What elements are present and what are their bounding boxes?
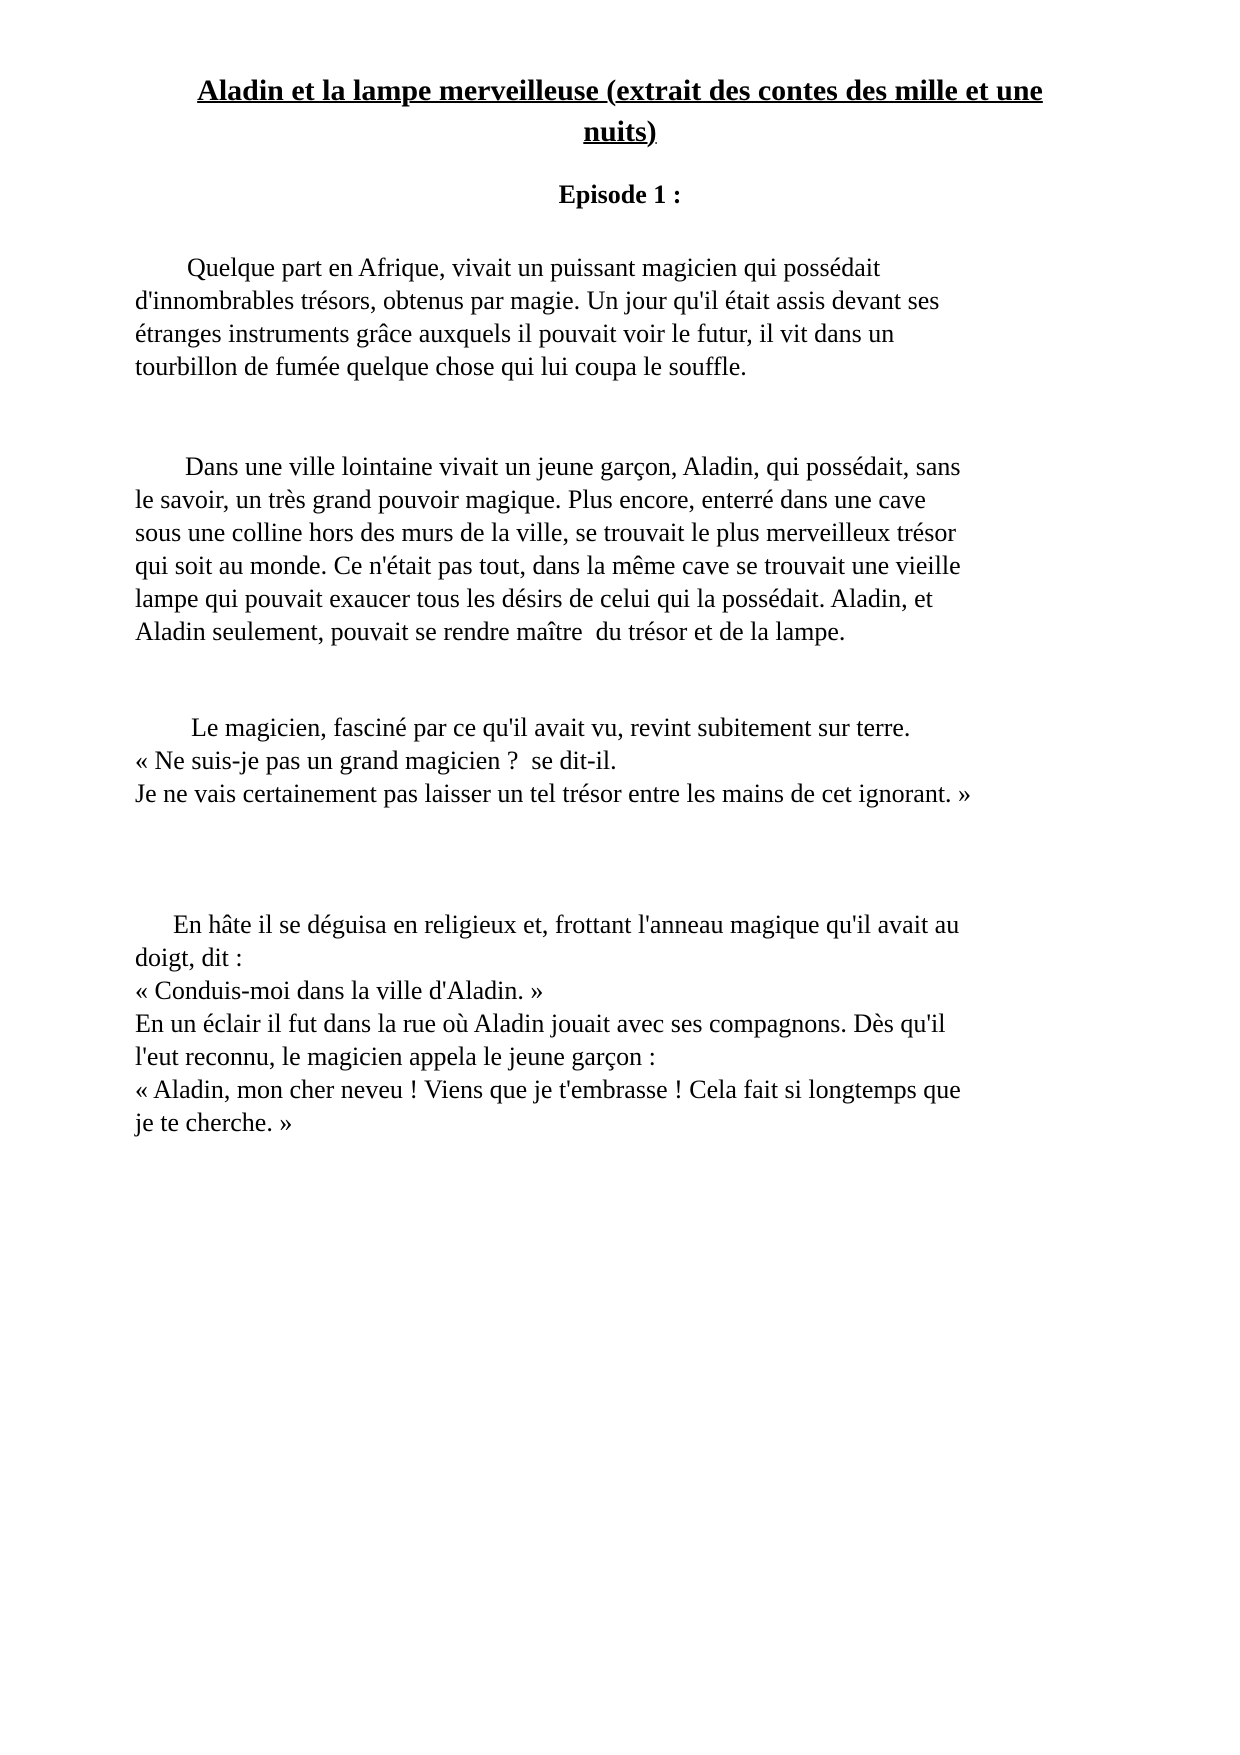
text-line: d'innombrables trésors, obtenus par magie. Un jour qu'il était assis devant ses xyxy=(135,286,940,315)
text-line: Quelque part en Afrique, vivait un puissant magicien qui possédait xyxy=(187,253,881,282)
text-line: Le magicien, fasciné par ce qu'il avait vu, revint subitement sur terre. xyxy=(191,713,911,742)
episode-heading: Episode 1 : xyxy=(558,180,682,209)
text-line: lampe qui pouvait exaucer tous les désirs de celui qui la possédait. Aladin, et xyxy=(135,584,933,613)
text-line: Aladin seulement, pouvait se rendre maître du trésor et de la lampe. xyxy=(135,617,846,646)
text-line: l'eut reconnu, le magicien appela le jeune garçon : xyxy=(135,1042,656,1071)
text-line: « Aladin, mon cher neveu ! Viens que je t'embrasse ! Cela fait si longtemps que xyxy=(135,1075,961,1104)
text-line: Dans une ville lointaine vivait un jeune garçon, Aladin, qui possédait, sans xyxy=(185,452,961,481)
text-line: sous une colline hors des murs de la ville, se trouvait le plus merveilleux trésor xyxy=(135,518,956,547)
paragraph xyxy=(135,450,1105,648)
text-line: le savoir, un très grand pouvoir magique. Plus encore, enterré dans une cave xyxy=(135,485,926,514)
text-line: « Conduis-moi dans la ville d'Aladin. » xyxy=(135,976,544,1005)
text-line: tourbillon de fumée quelque chose qui lui coupa le souffle. xyxy=(135,352,747,381)
text-line: « Ne suis-je pas un grand magicien ? se dit-il. xyxy=(135,746,617,775)
text-line: je te cherche. » xyxy=(135,1108,293,1137)
title-line: Aladin et la lampe merveilleuse (extrait des contes des mille et une xyxy=(197,74,1043,107)
text-line: étranges instruments grâce auxquels il pouvait voir le futur, il vit dans un xyxy=(135,319,895,348)
paragraph xyxy=(135,908,1105,1139)
paragraph xyxy=(135,251,1105,383)
text-line: En hâte il se déguisa en religieux et, frottant l'anneau magique qu'il avait au xyxy=(173,910,960,939)
text-line: Je ne vais certainement pas laisser un tel trésor entre les mains de cet ignorant. » xyxy=(135,779,972,808)
paragraph xyxy=(135,711,1105,810)
document-title xyxy=(135,70,1105,152)
text-line: doigt, dit : xyxy=(135,943,243,972)
title-line: nuits) xyxy=(583,115,657,148)
text-line: qui soit au monde. Ce n'était pas tout, dans la même cave se trouvait une vieille xyxy=(135,551,961,580)
text-line: En un éclair il fut dans la rue où Aladin jouait avec ses compagnons. Dès qu'il xyxy=(135,1009,946,1038)
